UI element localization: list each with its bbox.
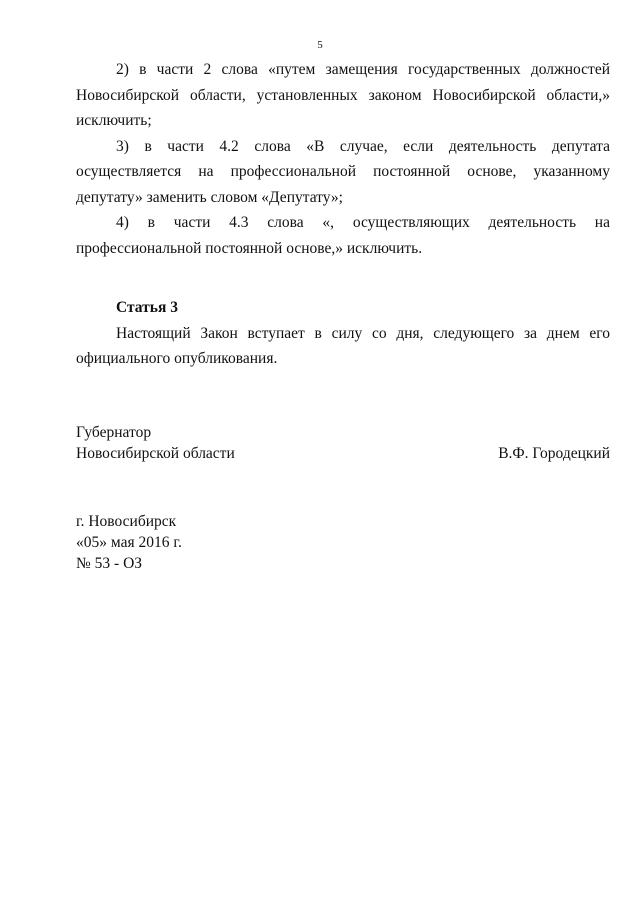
document-body xyxy=(76,57,610,574)
place-city: г. Новосибирск xyxy=(76,512,177,530)
page-number: 5 xyxy=(317,39,323,51)
article-text: Настоящий Закон вступает в силу со дня, следующего за днем его официального опубликования. xyxy=(76,324,610,367)
amendment-paragraph-3: 3) в части 4.2 слова «В случае, если деятельность депутата осуществляется на профессиональной постоянной основе, указанному депутату» заменить словом «Депутату»; xyxy=(76,137,610,206)
amendment-paragraph-4: 4) в части 4.3 слова «, осуществляющих деятельность на профессиональной постоянной основе,» исключить. xyxy=(76,214,610,257)
signatory-name: В.Ф. Городецкий xyxy=(498,444,610,462)
place-date-block xyxy=(76,511,610,574)
signature-block xyxy=(76,422,610,464)
article-heading: Статья 3 xyxy=(116,299,178,316)
signatory-title-line1: Губернатор xyxy=(76,423,152,441)
law-date: «05» мая 2016 г. xyxy=(76,533,182,551)
signatory-title-line2: Новосибирской области xyxy=(76,444,235,462)
law-number: № 53 - ОЗ xyxy=(76,554,143,572)
amendment-paragraph-2: 2) в части 2 слова «путем замещения государственных должностей Новосибирской области, установленных законом Новосибирской области,» исключить; xyxy=(76,61,610,129)
